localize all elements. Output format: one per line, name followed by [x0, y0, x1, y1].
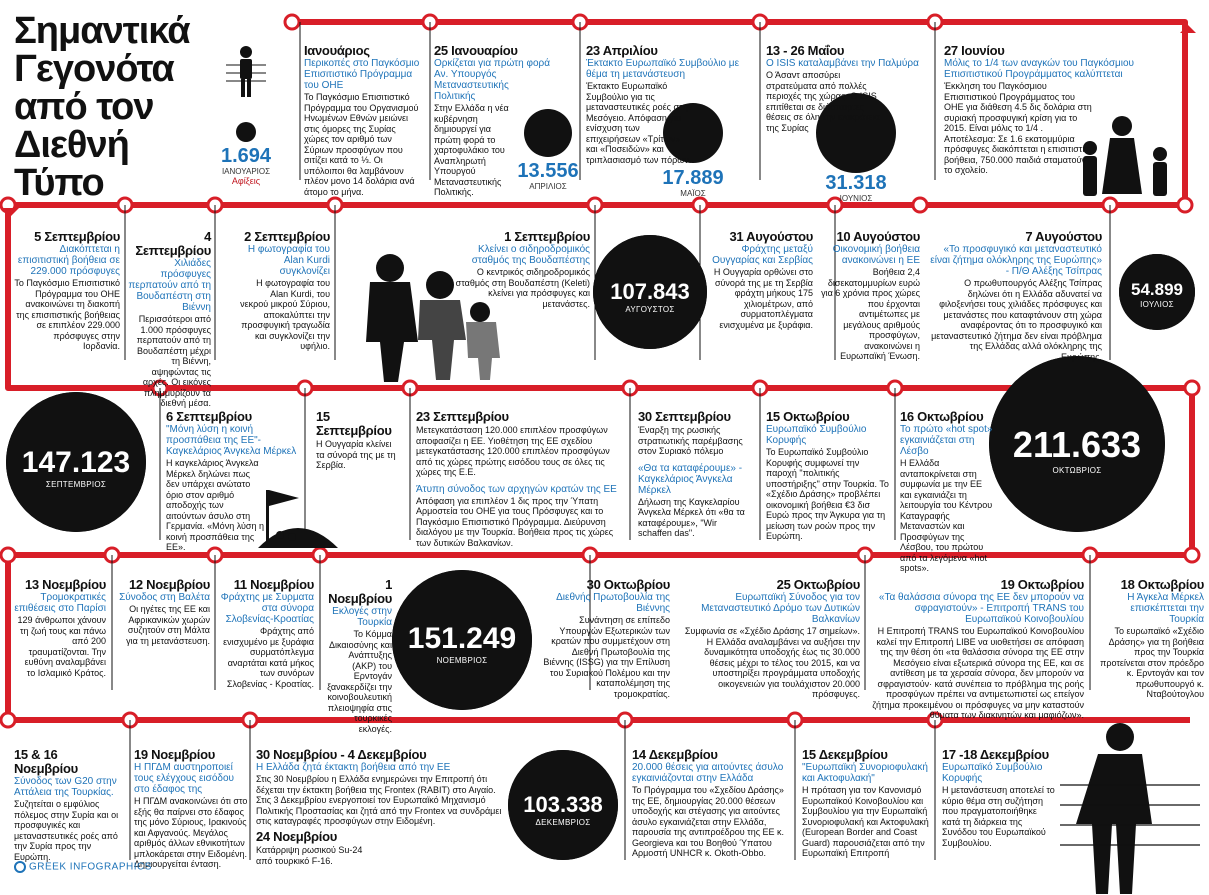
event-date: 23 Απριλίου [586, 43, 658, 58]
event-body: Το Πρόγραμμα του «Σχεδίου Δράσης» της ΕΕ, δημιουργίας 20.000 θέσεων υποδοχής και στέγασης για αιτούντες άσυλο εγκαινιάζεται στην Ελλάδα, παρουσία της αντιπροέδρου της ΕΕ κ. Georgieva και του Βοηθού Ύπατου Αρμοστή UNHCR κ. Okoth-Obbo. [632, 785, 785, 858]
stat-month: ΟΚΤΩΒΡΙΟΣ [1052, 466, 1102, 475]
footer-label: GREEK INFOGRAPHICS [29, 861, 152, 873]
event-date: 5 Σεπτεμβρίου [34, 229, 120, 244]
event-date: 1 Σεπτεμβρίου [504, 229, 590, 244]
stat-month: ΣΕΠΤΕΜΒΡΙΟΣ [45, 480, 107, 489]
event-headline: Κλείνει ο σιδηροδρομικός σταθμός της Βουδαπέστης [471, 244, 590, 266]
timeline-dot [913, 198, 927, 212]
event-headline: Η φωτογραφία του Alan Kurdi συγκλονίζει [247, 244, 330, 277]
event-headline: Χιλιάδες πρόσφυγες περπατούν από τη Βουδαπέστη στη Βιέννη [128, 258, 211, 313]
timeline-dot [1, 713, 15, 727]
stat-month: ΙΟΥΝΙΟΣ [839, 194, 873, 203]
event-headline: Η ΠΓΔΜ αυστηροποιεί τους ελέγχους εισόδου στο έδαφος της [134, 762, 234, 795]
stat-month: ΑΥΓΟΥΣΤΟΣ [625, 305, 675, 314]
event-body: Οι ηγέτες της ΕΕ και Αφρικανικών χωρών συζητούν στη Μάλτα για τη μετανάστευση. [126, 604, 210, 646]
event-headline: "Μόνη λύση η κοινή προσπάθεια της ΕΕ"- Καγκελάριος Άνγκελα Μέρκελ [166, 424, 297, 457]
stat-month: ΔΕΚΕΜΒΡΙΟΣ [535, 818, 591, 827]
event-headline: Διακόπτεται η επισιτιστική βοήθεια σε 229.000 πρόσφυγες [17, 244, 120, 277]
stat-jun [816, 172, 896, 203]
stat-may [648, 167, 738, 198]
event-sep30 [638, 410, 753, 539]
event-date: 18 Οκτωβρίου [1120, 577, 1204, 592]
stat-label: Αφίξεις [231, 176, 261, 186]
page-title: Σημαντικά Γεγονότα από τον Διεθνή Τύπο [14, 10, 190, 204]
event-oct30 [540, 578, 670, 699]
event-headline: «Τα θαλάσσια σύνορα της ΕΕ δεν μπορούν να σφραγιστούν» - Επιτροπή TRANS του Ευρωπαϊκού Κοινοβουλίου [878, 592, 1084, 625]
event-body: Το ευρωπαϊκό «Σχέδιο Δράσης» για τη βοήθεια προς την Τουρκία προτείνεται στον πρόεδρο κ. Ερντογάν και τον πρωθυπουργό κ. Νταβούτογλου [1100, 626, 1204, 699]
event-oct19 [862, 578, 1084, 721]
stat-value: 17.889 [662, 167, 724, 189]
stat-value: 54.899 [1131, 280, 1183, 299]
stat-month: ΝΟΕΜΒΡΙΟΣ [436, 656, 488, 665]
event-body: 129 άνθρωποι χάνουν τη ζωή τους και πάνω από 200 τραυματίζονται. Την ευθύνη αναλαμβάνει το Ισλαμικό Κράτος. [17, 615, 106, 678]
stat-value: 103.338 [523, 792, 603, 817]
event-headline: Οικονομική βοήθεια ανακοινώνει η ΕΕ [832, 244, 920, 266]
event-date: Ιανουάριος [304, 43, 370, 58]
event-body: Η Επιτροπή TRANS του Ευρωπαϊκού Κοινοβουλίου καλεί την Επιτροπή LIBE να υιοθετήσει σε απόφαση της την θέση ότι «τα θαλάσσια σύνορα της ΕΕ στην Μεσόγειο είναι εξωτερικά σύνορα της ΕΕ, και σε αντίθεση με τα χερσαία σύνορα, δεν μπορούν να σφραγιστούν· κατά συνέπεια το πρόβλημα της ροής προσφύγων πρέπει να αντιμετωπιστεί ως επείγον ζήτημα προκειμένου οι πρόσφυγες να μην καταστούν θύματα των διακινητών και μαφιόζων». [872, 626, 1084, 720]
event-body: Η Ουγγαρία ορθώνει στο σύνορά της με τη Σερβία φράχτη μήκους 175 χιλιομέτρων, από συρματοπλέγματα ενισχυμένα με ξυράφια. [713, 267, 813, 330]
event-body: Μετεγκατάσταση 120.000 επιπλέον προσφύγων αποφασίζει η ΕΕ. Υιοθέτηση της ΕΕ σχεδίου μετεγκατάστασης 120.000 επιπλέον προσφύγων από τις χώρες πρώτης εισόδου τους σε όλες τις χώρες της Ε.Ε. [416, 425, 610, 477]
event-body: Συμφωνία σε «Σχέδιο Δράσης 17 σημείων». Η Ελλάδα αναλαμβάνει να αυξήσει την δυναμικότητα υποδοχής έως τις 30.000 θέσεις μέχρι το τέλος του 2015, και να υποστηρίξει προγράμματα υποδοχής οικογενειών για τουλάχιστον 20.000 πρόσφυγες. [684, 626, 860, 699]
event-headline: Περικοπές στο Παγκόσμιο Επισιτιστικό Πρόγραμμα του ΟΗΕ [304, 58, 420, 91]
event-oct15 [766, 410, 890, 542]
event-date: 30 Οκτωβρίου [586, 577, 670, 592]
event-sep1 [455, 230, 590, 309]
event-date: 16 Οκτωβρίου [900, 409, 984, 424]
event-headline: Σύνοδος στη Βαλέτα [119, 592, 210, 603]
stat-oct [989, 356, 1165, 532]
event-body: Συζητείται ο εμφύλιος πόλεμος στην Συρία και οι προσφυγικές και μεταναστευτικές ροές από την Συρία προς την Ευρώπη. [14, 799, 119, 862]
event-sep2 [240, 230, 330, 352]
event-headline: Ο ISIS καταλαμβάνει την Παλμύρα [766, 58, 919, 69]
event-headline: Φράχτης μεταξύ Ουγγαρίας και Σερβίας [712, 244, 813, 266]
stat-month: ΙΑΝΟΥΑΡΙΟΣ [221, 167, 271, 176]
event-body: Η μετανάστευση αποτελεί το κύριο θέμα στη συζήτηση που πραγματοποιήθηκε κατά τη διάρκεια της Συνόδου του Ευρωπαϊκού Συμβουλίου. [942, 785, 1055, 848]
stat-month: ΑΠΡΙΛΙΟΣ [529, 182, 567, 191]
greek-infographics-logo-icon [14, 861, 26, 873]
event-body: Το Κόμμα Δικαιοσύνης και Ανάπτυξης (ΑΚΡ) του Ερντογάν ξανακερδίζει την κοινοβουλευτική πλειοψηφία στις τουρκικές εκλογές. [327, 629, 392, 734]
event-body: Ο κεντρικός σιδηροδρομικός σταθμός στη Βουδαπέστη (Keleti) κλείνει για πρόσφυγες και μετανάστες. [455, 267, 590, 309]
stat-value: 1.694 [220, 145, 272, 167]
event-body: Το Παγκόσμιο Επισιτιστικό Πρόγραμμα του ΟΗΕ ανακοινώνει τη διακοπή της επισιτιστικής βοήθειας σε επιπλέον 229.000 πρόσφυγες στην Ιορδανία. [14, 278, 120, 351]
event-sep15 [316, 410, 396, 471]
event-date: 15 & 16 Νοεμβρίου [14, 747, 78, 776]
event-body: Φράχτης από ενισχυμένο με ξυράφια συρματόπλεγμα αναρτάται κατά μήκος των συνόρων Σλοβενίας - Κροατίας. [223, 626, 314, 689]
event-nov1 [322, 578, 392, 734]
event-date: 15 Σεπτεμβρίου [316, 409, 392, 438]
event-headline: Διεθνής Πρωτοβουλία της Βιέννης [556, 592, 670, 614]
event-may13 [766, 44, 921, 133]
event-body: Έκκληση του Παγκόσμιου Επισιτιστικού Προγράμματος του ΟΗΕ για διάθεση 4.5 δις δολάρια στη συριακή προσφυγική κρίση για το 2015. Είναι μόλις το 1/4 . Αποτέλεσμα: Σε 1.6 εκατομμύρια πρόσφυγες διακόπτεται η επισιτιστική βοήθεια, 750.000 παιδιά σταματούν το σχολείο. [944, 81, 1094, 175]
month-circle-jan [236, 122, 256, 142]
event-date: 2 Σεπτεμβρίου [244, 229, 330, 244]
event-headline: Το πρώτο «hot spot» εγκαινιάζεται στη Λέσβο [900, 424, 993, 457]
event-body: Ο Άσαντ αποσύρει στρατεύματα από πολλές περιοχές της χώρας. Ο ISIS επιτίθεται σε διάσπαρτες θέσεις σε όλη την επικράτεια της Συρίας [766, 70, 880, 133]
event-body: Συνάντηση σε επίπεδο Υπουργών Εξωτερικών των κρατών που συμμετέχουν στη Διεθνή Πρωτοβουλία της Βιέννης (ISSG) για την Επίλυση του Συριακού Πολέμου και την καταπολέμηση της τρομοκρατίας. [543, 615, 670, 699]
event-body: Το Ευρωπαϊκό Συμβούλιο Κορυφής συμφωνεί την παροχή "πολιτικής υποστήριξης" στην Τουρκία. Το «Σχέδιο Δράσης» προβλέπει οικονομική βοήθεια €3 δισ Ευρώ προς την Άγκυρα για τη μείωση των ροών προς την Ευρώπη. [766, 447, 889, 541]
event-oct25 [680, 578, 860, 700]
event-headline: Εκλογές στην Τουρκία [332, 606, 392, 628]
event-date: 19 Οκτωβρίου [1000, 577, 1084, 592]
stat-aug [593, 235, 707, 349]
event-date: 13 - 26 Μαΐου [766, 43, 845, 58]
event-sep5 [14, 230, 120, 352]
event-jan25 [434, 44, 552, 198]
event-dec17 [942, 748, 1057, 848]
event-headline: "Ευρωπαϊκή Συνοριοφυλακή και Ακτοφυλακή" [802, 762, 928, 784]
event-date: 4 Σεπτεμβρίου [135, 229, 211, 258]
stat-month: ΙΟΥΛΙΟΣ [1140, 300, 1174, 309]
event-apr23 [586, 44, 746, 165]
event-date: 6 Σεπτεμβρίου [166, 409, 252, 424]
event-nov13 [14, 578, 106, 678]
event-date: 27 Ιουνίου [944, 43, 1005, 58]
event-body: Η Ελλάδα ανταποκρίνεται στη συμφωνία με την ΕΕ και εγκαινιάζει τη λειτουργία του Κέντρου Καταγραφής Μεταναστών και Προσφύγων της Λέσβου, του πρώτου από τα λεγόμενα «hot spots». [900, 458, 993, 573]
event-body: Στις 30 Νοεμβρίου η Ελλάδα ενημερώνει την Επιτροπή ότι δέχεται την έκτακτη βοήθεια της Frontex (RABIT) στο Αιγαίο. Στις 3 Δεκεμβρίου ενεργοποιεί τον Ευρωπαϊκό Μηχανισμό Πολιτικής Προστασίας και ζητά από την Frontex να συνδράμει στις καταγραφές προσφύγων στην Ειδομένη. [256, 774, 502, 826]
event-headline: Ευρωπαϊκό Συμβούλιο Κορυφής [942, 762, 1043, 784]
stat-jul [1119, 254, 1195, 330]
event-body: Το Παγκόσμιο Επισιτιστικό Πρόγραμμα του Οργανισμού Ηνωμένων Εθνών μειώνει στις όμορες της Συρίας χώρες τον αριθμό των Σύριων προσφύγων που σιτίζει κατά το ⅓. Οι υπόλοιποι θα λαμβάνουν πλέον μονο 14 δολάρια ανά άτομο το μήνα. [304, 92, 419, 197]
timeline-dot [1185, 548, 1199, 562]
event-body: Η ΠΓΔΜ ανακοινώνει ότι στο εξής θα παίρνει στο έδαφος της μόνο Σύριους, Ιρακινούς και Αφγανούς. Μεγάλος αριθμός άλλων εθνικοτήτων μπλοκάρεται στην Ειδομένη. Δημιουργείται ένταση. [134, 796, 248, 869]
footer-brand [14, 861, 152, 873]
event-date: 11 Νοεμβρίου [233, 577, 314, 592]
event-nov15 [14, 748, 124, 862]
event-date: 25 Ιανουαρίου [434, 43, 518, 58]
event-aug31 [708, 230, 813, 330]
event-headline: Ορκίζεται για πρώτη φορά Αν. Υπουργός Μεταναστευτικής Πολιτικής [434, 58, 550, 102]
event-date: 23 Σεπτεμβρίου [416, 409, 509, 424]
stat-value: 31.318 [825, 172, 887, 194]
stat-value: 13.556 [517, 160, 579, 182]
event-date: 25 Οκτωβρίου [776, 577, 860, 592]
person-behind-wire-icon [240, 46, 252, 97]
stat-value: 147.123 [21, 446, 131, 479]
event-date: 17 -18 Δεκεμβρίου [942, 747, 1049, 762]
stat-value: 107.843 [610, 279, 690, 304]
event-nov24 [256, 830, 456, 866]
event-date: 19 Νοεμβρίου [134, 747, 216, 762]
event-headline: Μόλις το 1/4 των αναγκών του Παγκόσμιου Επισιτιστικού Προγράμματος καλύπτεται [944, 58, 1135, 80]
event-nov19 [134, 748, 248, 870]
event-headline: «Το προσφυγικό και μεταναστευτικό είναι ζήτημα ολόκληρης της Ευρώπης» - Π/Θ Αλέξης Τσίπρας [930, 244, 1102, 277]
event-body: Δήλωση της Καγκελαρίου Άνγκελα Μέρκελ ότι «θα τα καταφέρουμε», "Wir schaffen das". [638, 496, 745, 538]
stat-dec [508, 750, 618, 860]
event-date: 12 Νοεμβρίου [128, 577, 210, 592]
event-body: Η πρόταση για τον Κανονισμό Ευρωπαϊκού Κοινοβουλίου και Συμβουλίου για την Ευρωπαϊκή Συνοριοφυλακή και Ακτοφυλακή (European Border and Coast Guard) παρουσιάζεται από την Ευρωπαϊκή Επιτροπή [802, 785, 929, 858]
event-body: Η Ουγγαρία κλείνει τα σύνορά της με τη Σερβία. [316, 439, 396, 470]
stat-value: 211.633 [1012, 424, 1142, 465]
event-headline: 20.000 θέσεις για αιτούντες άσυλο εγκαινιάζονται στην Ελλάδα [632, 762, 784, 784]
event-headline: Η Ελλάδα ζητά έκτακτη βοήθεια από την ΕΕ [256, 762, 451, 773]
event-oct18 [1094, 578, 1204, 700]
person-behind-wire-large-icon [1076, 723, 1152, 894]
event-body: Βοήθεια 2,4 δισεκατομμυρίων ευρώ για 6 χρόνια προς χώρες που έρχονται αντιμέτωπες με μεγάλους αριθμούς προσφύγων, ανακοινώνει η Ευρωπαϊκή Ένωση. [821, 267, 920, 361]
event-date: 15 Δεκεμβρίου [802, 747, 888, 762]
event-date: 1 Νοεμβρίου [328, 577, 392, 606]
event-jan [304, 44, 422, 197]
event-date: 13 Νοεμβρίου [24, 577, 106, 592]
event-headline: Η Άγκελα Μέρκελ επισκέπτεται την Τουρκία [1127, 592, 1204, 625]
event-body: Έκτακτο Ευρωπαϊκό Συμβούλιο για τις μεταναστευτικές ροές στην Μεσόγειο. Απόφαση για ενίσχυση των επιχειρήσεων «Τρίτων» και «Ποσειδών» και τριπλασιασμό των πόρων. [586, 81, 693, 165]
event-body: Η καγκελάριος Άνγκελα Μέρκελ δηλώνει πως δεν υπάρχει ανώτατο όριο στον αριθμό αποδοχής των αιτούντων άσυλο στη Γερμανία. «Μόνη λύση η κοινή προσπάθεια της ΕΕ». [166, 458, 264, 552]
event-dec15 [802, 748, 932, 859]
event-body: Η φωτογραφία του Alan Kurdi, του νεκρού μικρού Σύριου, αποκαλύπτει την προσφυγική τραγωδία και συγκλονίζει την υφήλιο. [240, 278, 330, 351]
event-nov11 [218, 578, 314, 689]
event-headline: Τρομοκρατικές επιθέσεις στο Παρίσι [14, 592, 106, 614]
timeline-dot [285, 15, 299, 29]
event-date: 15 Οκτωβρίου [766, 409, 850, 424]
event-aug7 [930, 230, 1102, 362]
event-body: Έναρξη της ρωσικής στρατιωτικής παρέμβασης στον Συριακό πόλεμο [638, 425, 743, 456]
event-body: Στην Ελλάδα η νέα κυβέρνηση δημιουργεί για πρώτη φορά το χαρτοφυλάκιο του Αναπληρωτή Υπουργού Μεταναστευτικής Πολιτικής. [434, 103, 509, 197]
event-body: Περισσότεροι από 1.000 πρόσφυγες περπατούν από τη Βουδαπέστη μέχρι τη Βιέννη, αψηφώντας τις αρχές. Οι εικόνες πλημμυρίζουν τα διεθνή μέσα. [136, 314, 211, 408]
stat-sep [6, 392, 146, 532]
event-body: Απόφαση για επιπλέον 1 δις προς την Ύπατη Αρμοστεία του ΟΗΕ για τους Πρόσφυγες και το Παγκόσμιο Επισιτιστικό Πρόγραμμα. Διεύρυνση διαλόγου με την Τουρκία. Βοήθεια προς τις χώρες των δυτικών Βαλκανίων. [416, 495, 614, 548]
event-sep4 [126, 230, 211, 409]
stat-month: ΜΑΪΟΣ [680, 189, 706, 198]
event-date: 7 Αυγούστου [1025, 229, 1102, 244]
event-date: 24 Νοεμβρίου [256, 829, 338, 844]
event-jun27 [944, 44, 1159, 176]
event-sep23 [416, 410, 626, 548]
event-sep6 [166, 410, 298, 553]
timeline-dot [1, 548, 15, 562]
event-headline: Έκτακτο Ευρωπαϊκό Συμβούλιο με θέμα τη μετανάστευση [586, 58, 740, 80]
stat-value: 151.249 [407, 622, 517, 655]
event-nov12 [114, 578, 210, 646]
event-headline: Σύνοδος των G20 στην Αττάλεια της Τουρκίας. [14, 776, 117, 798]
event-date: 31 Αυγούστου [729, 229, 813, 244]
event-headline: Ευρωπαϊκή Σύνοδος για τον Μεταναστευτικό Δρόμο των Δυτικών Βαλκανίων [701, 592, 860, 625]
event-dec14 [632, 748, 790, 859]
event-headline: «Θα τα καταφέρουμε» - Καγκελάριος Άνγκελα Μέρκελ [638, 462, 743, 496]
timeline-dot [1185, 381, 1199, 395]
event-body: Κατάρριψη ρωσικού Su-24 από τουρκικό F-16. [256, 845, 363, 866]
stat-nov [392, 570, 532, 710]
event-headline: Ευρωπαϊκό Συμβούλιο Κορυφής [766, 424, 867, 446]
event-headline: Φράχτης με Συρματα στα σύνορα Σλοβενίας-Κροατίας [220, 592, 314, 625]
event-body: Ο πρωθυπουργός Αλέξης Τσίπρας δηλώνει ότι η Ελλάδα αδυνατεί να φιλοξενήσει τους χιλιάδες πρόσφυγες και μετανάστες που καταφτάνουν στη χώρα αναφέροντας ότι το προσφυγικό και μεταναστευτικό ζήτημα δεν είναι πρόβλημα της Ελλάδας αλλά ολόκληρης της Ευρώπης. [931, 278, 1102, 362]
event-date: 30 Σεπτεμβρίου [638, 409, 731, 424]
event-headline: Άτυπη σύνοδος των αρχηγών κρατών της ΕΕ [416, 483, 617, 495]
event-date: 30 Νοεμβρίου - 4 Δεκεμβρίου [256, 747, 427, 762]
event-aug10 [820, 230, 920, 362]
timeline-dot [1178, 198, 1192, 212]
event-nov30 [256, 748, 506, 827]
event-date: 10 Αυγούστου [836, 229, 920, 244]
event-oct16 [900, 410, 995, 574]
event-date: 14 Δεκεμβρίου [632, 747, 718, 762]
stat-jan [206, 145, 286, 186]
